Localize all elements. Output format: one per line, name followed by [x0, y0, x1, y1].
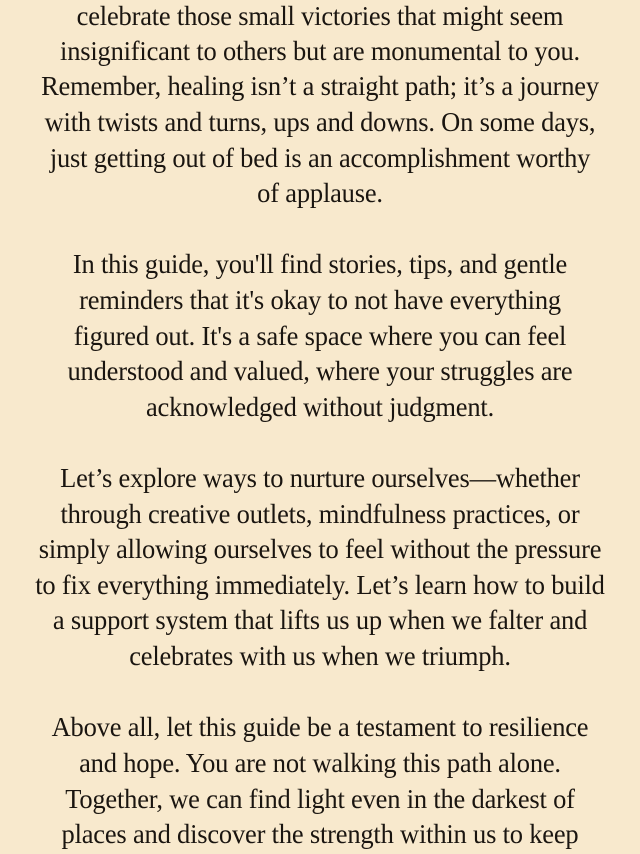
paragraph-1-line-6: of applause. — [257, 178, 383, 208]
paragraph-1-line-4: with twists and turns, ups and downs. On some days, — [44, 107, 596, 137]
paragraph-1-line-5: just getting out of bed is an accomplishment worthy — [49, 143, 591, 173]
paragraph-3-line-5: a support system that lifts us up when we falter and — [52, 605, 588, 635]
paragraph-2-line-5: acknowledged without judgment. — [145, 392, 495, 422]
paragraph-2-line-1: In this guide, you'll find stories, tips, and gentle — [72, 249, 568, 279]
paragraph-4-line-1: Above all, let this guide be a testament to resilience — [51, 712, 589, 742]
paragraph-2-line-4: understood and valued, where your struggles are — [67, 356, 573, 386]
paragraph-3-line-3: simply allowing ourselves to feel without the pressure — [38, 534, 602, 564]
paragraph-3-line-1: Let’s explore ways to nurture ourselves—whether — [60, 463, 580, 493]
paragraph-3-line-4: to fix everything immediately. Let’s learn how to build — [35, 570, 605, 600]
paragraph-4-line-3: Together, we can find light even in the darkest of — [65, 784, 575, 814]
paragraph-1-line-3: Remember, healing isn’t a straight path; it’s a journey — [41, 71, 599, 101]
paragraph-2-line-2: reminders that it's okay to not have everything — [79, 285, 561, 315]
paragraph-3-line-6: celebrates with us when we triumph. — [129, 641, 511, 671]
paragraph-1-line-1: celebrate those small victories that might seem — [76, 1, 564, 31]
paragraph-4-line-4: places and discover the strength within us to keep — [61, 819, 579, 849]
paragraph-4-line-2: and hope. You are not walking this path alone. — [79, 748, 561, 778]
paragraph-3-line-2: through creative outlets, mindfulness practices, or — [60, 499, 580, 529]
paragraph-1-line-2: insignificant to others but are monumental to you. — [60, 36, 580, 66]
paragraph-2-line-3: figured out. It's a safe space where you can feel — [73, 321, 567, 351]
